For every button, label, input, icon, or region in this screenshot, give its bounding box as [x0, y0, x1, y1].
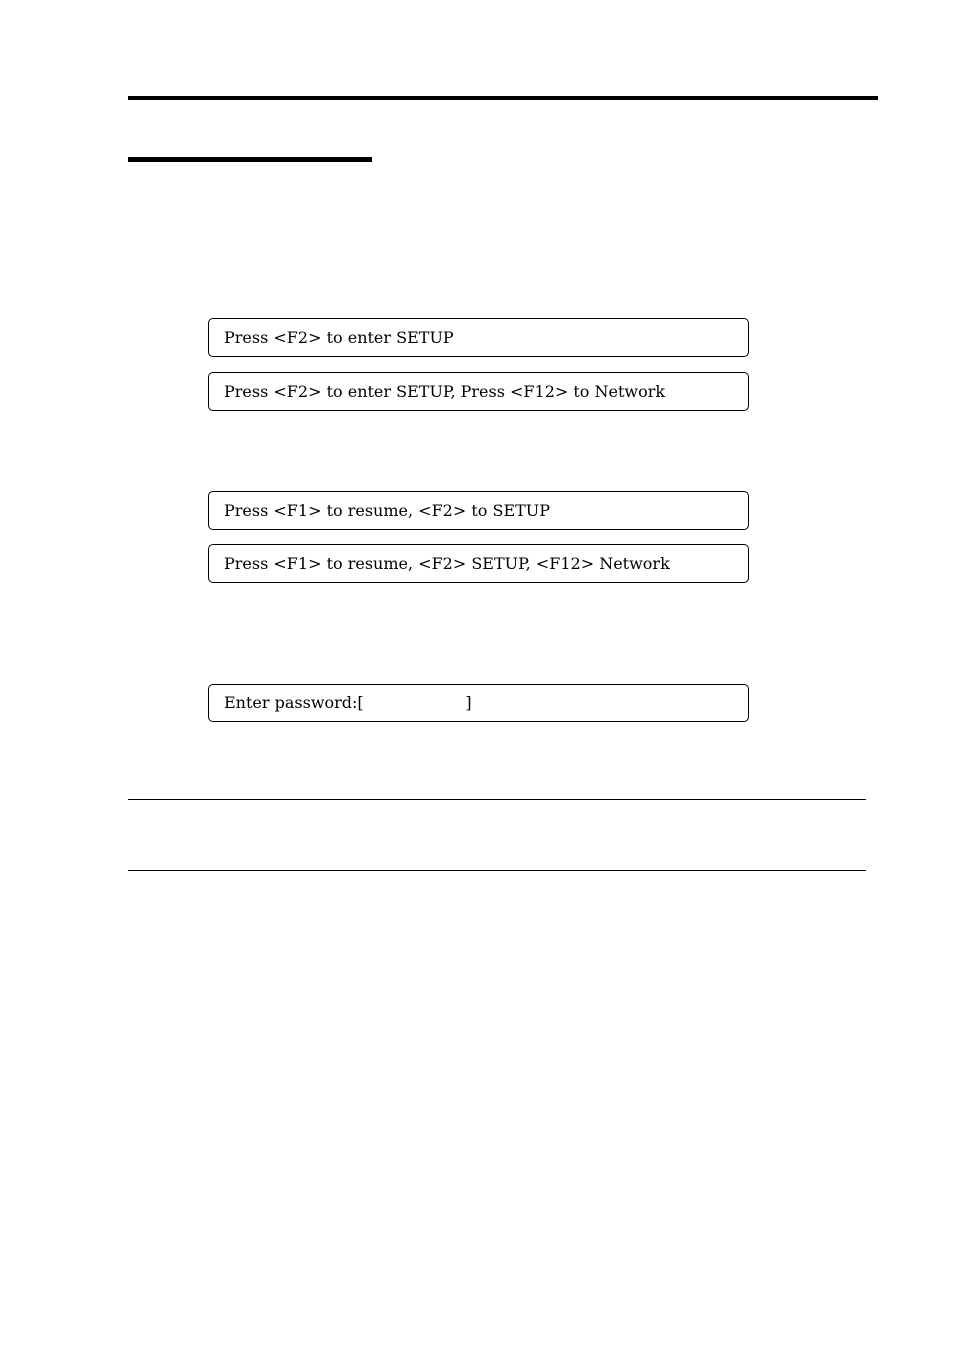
- resume-network-prompt-box: Press <F1> to resume, <F2> SETUP, <F12> Network: [208, 544, 749, 583]
- section-heading-rule: [128, 157, 372, 162]
- note-divider-top: [128, 799, 866, 800]
- header-rule: [128, 96, 878, 100]
- resume-prompt-box: Press <F1> to resume, <F2> to SETUP: [208, 491, 749, 530]
- note-divider-bottom: [128, 870, 866, 871]
- setup-network-prompt-box: Press <F2> to enter SETUP, Press <F12> to Network: [208, 372, 749, 411]
- password-prompt-box: Enter password:[ ]: [208, 684, 749, 722]
- setup-prompt-box: Press <F2> to enter SETUP: [208, 318, 749, 357]
